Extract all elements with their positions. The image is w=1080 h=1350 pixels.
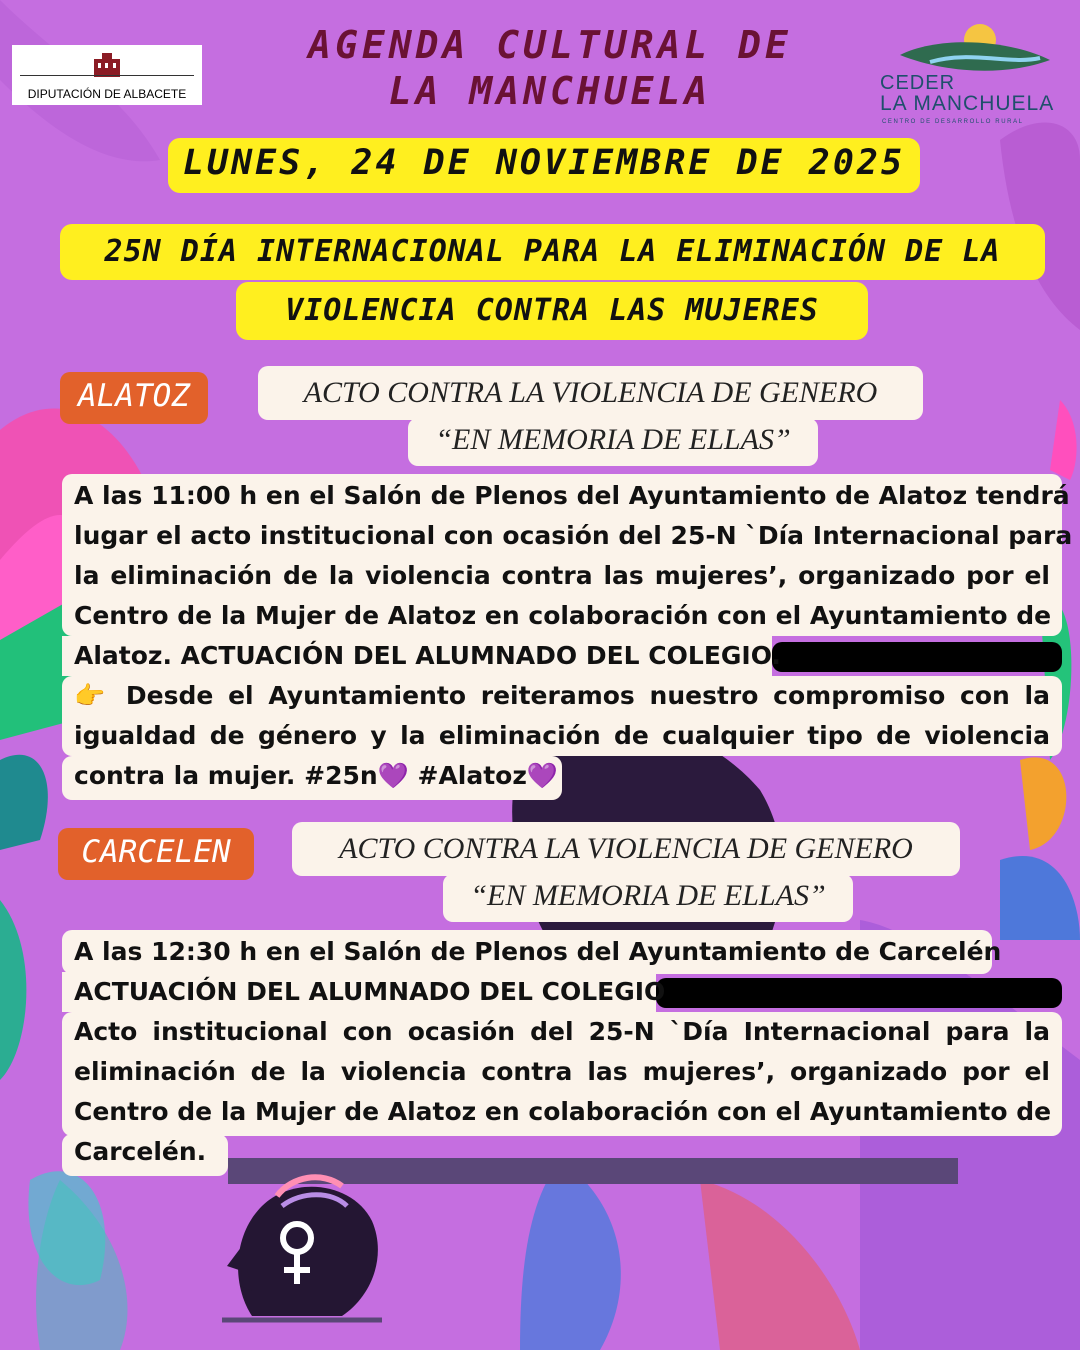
event-description-alatoz (74, 476, 1073, 796)
building-icon (92, 53, 122, 77)
text-line: Acto institucional con ocasión del 25-N `Día Internacional para la (74, 1017, 1050, 1046)
ceder-logo (880, 20, 1070, 135)
ceder-line-2: LA MANCHUELA (880, 92, 1055, 115)
title-line-2: LA MANCHUELA (388, 69, 712, 113)
text-line: lugar el acto institucional con ocasión del 25-N `Día Internacional para (74, 521, 1073, 550)
text-line: la eliminación de la violencia contra las mujeres’, organizado por el (74, 561, 1050, 590)
text-line: eliminación de la violencia contra las mujeres’, organizado por el (74, 1057, 1050, 1086)
text-line: ACTUACIÓN DEL ALUMNADO DEL COLEGIO (74, 977, 666, 1006)
town-badge-alatoz: ALATOZ (60, 372, 208, 424)
title-line-1: AGENDA CULTURAL DE (308, 23, 792, 67)
text-line: A las 11:00 h en el Salón de Plenos del Ayuntamiento de Alatoz tendrá (74, 481, 1070, 510)
text-line: Alatoz. ACTUACIÓN DEL ALUMNADO DEL COLEGIO. (74, 641, 781, 670)
headline-line-1: 25N DÍA INTERNACIONAL PARA LA ELIMINACIÓN DE LA (60, 224, 1045, 280)
landscape-icon (890, 20, 1060, 80)
text-line: Centro de la Mujer de Alatoz en colaboración con el Ayuntamiento de (74, 1097, 1052, 1126)
act-subtitle-alatoz: “EN MEMORIA DE ELLAS” (408, 418, 818, 466)
event-description-carcelen (74, 932, 1050, 1172)
town-badge-carcelen: CARCELEN (58, 828, 254, 880)
text-line: 👉 Desde el Ayuntamiento reiteramos nuestro compromiso con la (74, 681, 1050, 710)
female-symbol-head-icon (222, 1166, 392, 1326)
diputacion-logo (12, 45, 202, 105)
ceder-line-3: CENTRO DE DESARROLLO RURAL (882, 119, 1024, 125)
text-line: igualdad de género y la eliminación de cualquier tipo de violencia (74, 721, 1050, 750)
act-title-carcelen: ACTO CONTRA LA VIOLENCIA DE GENERO (292, 822, 960, 876)
text-line: contra la mujer. #25n💜 #Alatoz💜 (74, 761, 559, 790)
text-line: Carcelén. (74, 1137, 207, 1166)
page-title (290, 22, 810, 114)
ceder-line-1: CEDER (880, 72, 956, 94)
text-line: A las 12:30 h en el Salón de Plenos del Ayuntamiento de Carcelén (74, 937, 1002, 966)
act-subtitle-carcelen: “EN MEMORIA DE ELLAS” (443, 874, 853, 922)
date-banner: LUNES, 24 DE NOVIEMBRE DE 2025 (168, 138, 920, 193)
headline-line-2: VIOLENCIA CONTRA LAS MUJERES (236, 282, 868, 340)
text-line: Centro de la Mujer de Alatoz en colaboración con el Ayuntamiento de (74, 601, 1052, 630)
act-title-alatoz: ACTO CONTRA LA VIOLENCIA DE GENERO (258, 366, 923, 420)
diputacion-label: DIPUTACIÓN DE ALBACETE (27, 87, 187, 101)
